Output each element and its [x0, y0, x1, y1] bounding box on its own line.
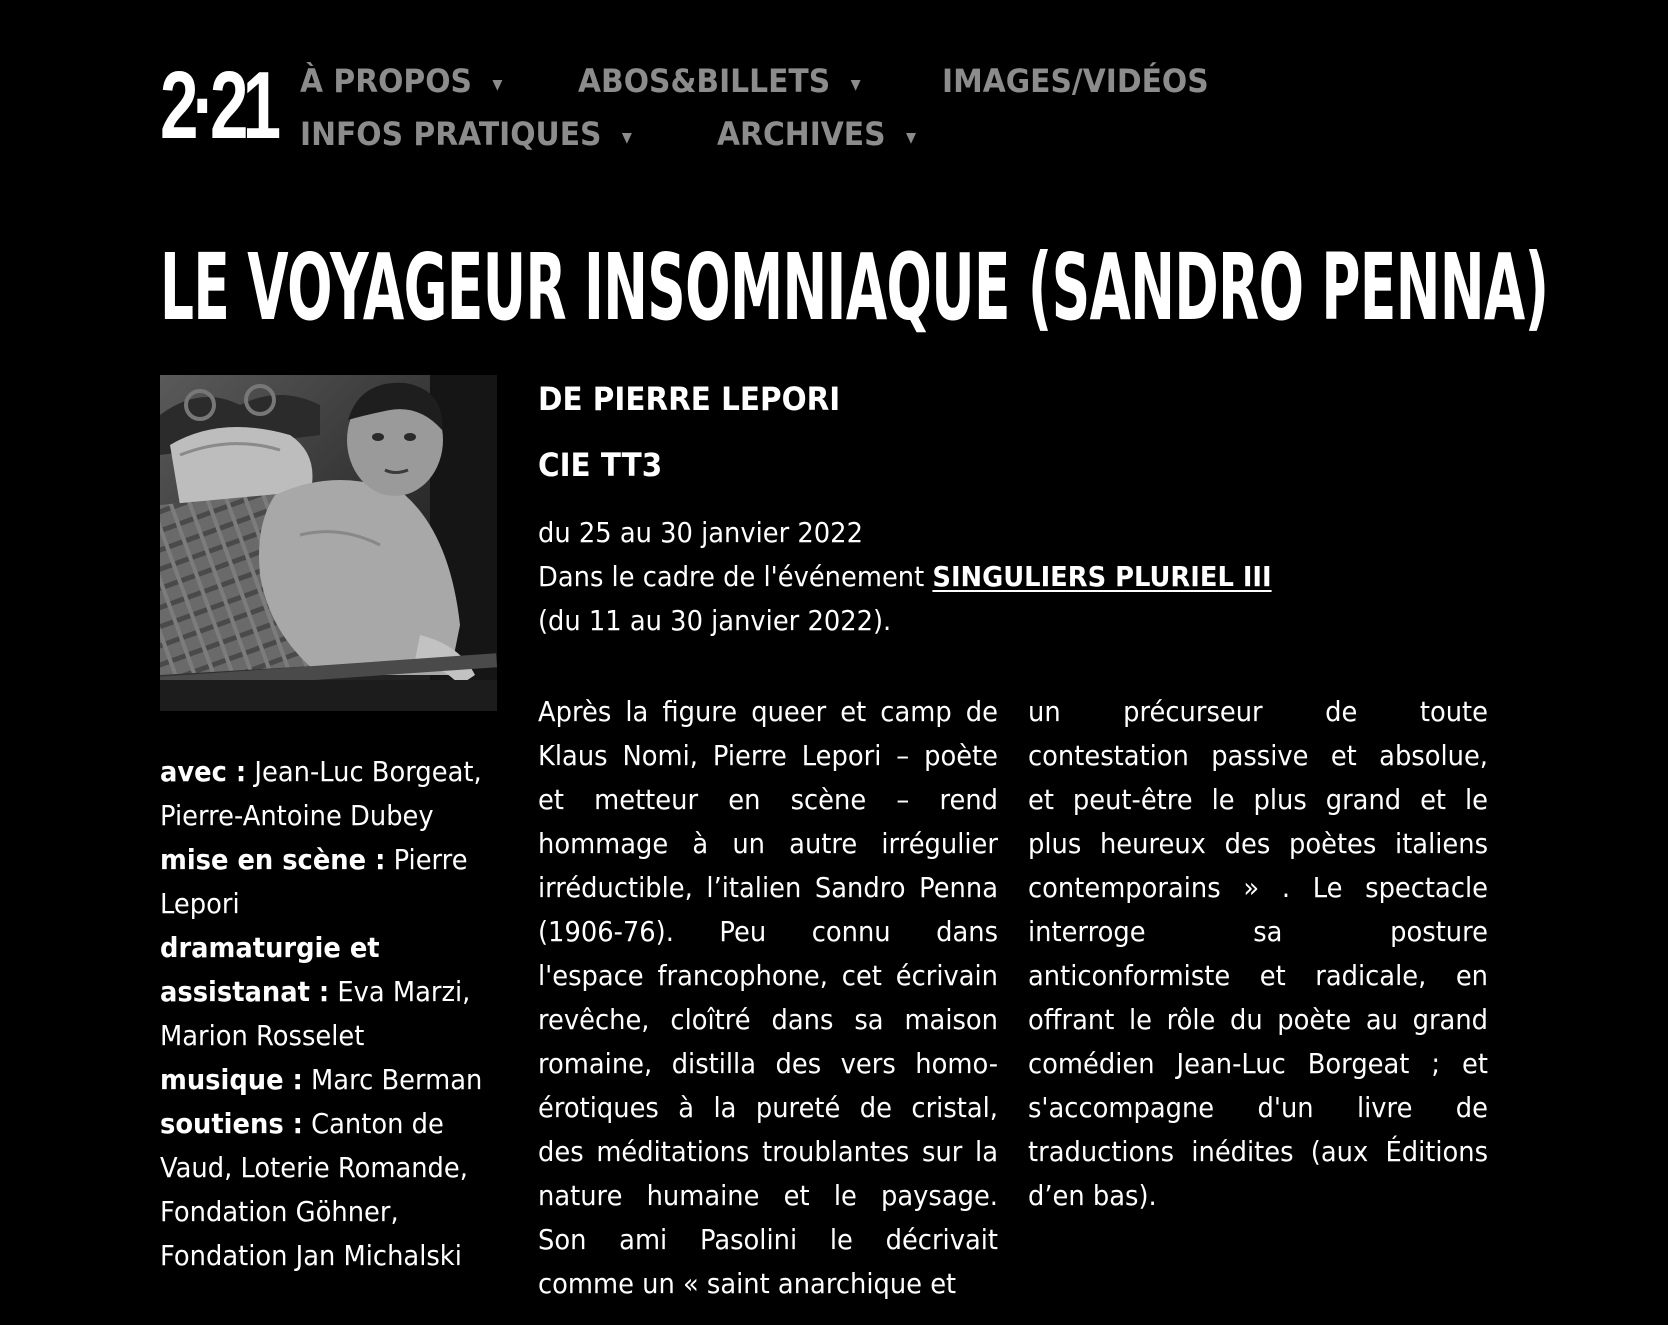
show-dates: du 25 au 30 janvier 2022 — [538, 516, 863, 549]
description-line: hommage à un autre irrégulier — [538, 827, 998, 860]
description-body — [538, 690, 1488, 1320]
credit-value: Jean-Luc Borgeat, — [246, 755, 482, 788]
show-info — [538, 375, 1488, 643]
nav-item-images-videos[interactable] — [942, 62, 1209, 100]
description-line: et metteur en scène – rend — [538, 783, 998, 816]
description-line: revêche, cloîtré dans sa maison — [538, 1003, 998, 1036]
nav-item-label: ABOS&BILLETS — [577, 61, 830, 100]
credit-label: assistanat : — [160, 975, 330, 1008]
credit-label: soutiens : — [160, 1107, 303, 1140]
main-nav — [300, 54, 1300, 160]
credit-value: Marc Berman — [302, 1063, 483, 1096]
nav-item-a-propos[interactable] — [300, 62, 502, 100]
nav-item-label: INFOS PRATIQUES — [300, 114, 602, 153]
credit-musique — [160, 1058, 483, 1102]
site-logo[interactable]: 2·21 — [160, 52, 276, 159]
credit-value: Pierre — [385, 843, 468, 876]
event-link[interactable]: SINGULIERS PLURIEL III — [932, 560, 1272, 593]
nav-item-archives[interactable] — [717, 115, 916, 153]
description-line: érotiques à la pureté de cristal, — [538, 1091, 998, 1124]
credit-value: Fondation Göhner, — [160, 1195, 399, 1228]
caret-down-icon: ▼ — [905, 129, 916, 146]
nav-item-label: IMAGES/VIDÉOS — [941, 61, 1209, 100]
credit-label: musique : — [160, 1063, 303, 1096]
nav-item-infos-pratiques[interactable] — [300, 115, 632, 153]
caret-down-icon: ▼ — [621, 129, 632, 146]
description-column-2 — [1028, 690, 1488, 1320]
description-line: d’en bas). — [1028, 1179, 1157, 1212]
description-line: irréductible, l’italien Sandro Penna — [538, 871, 998, 904]
description-line: anticonformiste et radicale, en — [1028, 959, 1488, 992]
description-line: nature humaine et le paysage. — [538, 1179, 998, 1212]
description-line: s'accompagne d'un livre de — [1028, 1091, 1488, 1124]
description-line: comme un « saint anarchique et — [538, 1267, 957, 1300]
credit-value: Vaud, Loterie Romande, — [160, 1151, 468, 1184]
credit-value: Lepori — [160, 887, 240, 920]
description-line: des méditations troublantes sur la — [538, 1135, 998, 1168]
description-line: interroge sa posture — [1028, 915, 1488, 948]
description-line: Son ami Pasolini le décrivait — [538, 1223, 998, 1256]
description-line: contemporains » . Le spectacle — [1028, 871, 1488, 904]
credits-list — [160, 750, 500, 1278]
portrait-photo — [160, 375, 497, 711]
credit-value: Fondation Jan Michalski — [160, 1239, 462, 1272]
credit-label: mise en scène : — [160, 843, 386, 876]
credit-value: Marion Rosselet — [160, 1019, 365, 1052]
description-line: comédien Jean-Luc Borgeat ; et — [1028, 1047, 1488, 1080]
company-heading: CIE TT3 — [538, 446, 663, 484]
credit-dramaturgie — [160, 970, 473, 1014]
credit-value: Canton de — [302, 1107, 444, 1140]
caret-down-icon: ▼ — [492, 76, 503, 93]
description-line: et peut-être le plus grand et le — [1028, 783, 1488, 816]
nav-item-label: À PROPOS — [300, 61, 472, 100]
credit-soutiens — [160, 1102, 473, 1146]
event-line — [538, 555, 1412, 599]
nav-row-2 — [300, 107, 1300, 160]
description-line: plus heureux des poètes italiens — [1028, 827, 1488, 860]
author-heading: DE PIERRE LEPORI — [538, 380, 841, 418]
description-line: un précurseur de toute — [1028, 695, 1488, 728]
credit-avec — [160, 750, 482, 794]
dates-block — [538, 511, 1488, 643]
description-line: romaine, distilla des vers homo- — [538, 1047, 998, 1080]
credit-label: avec : — [160, 755, 247, 788]
description-column-1 — [538, 690, 998, 1320]
description-line: (1906-76). Peu connu dans — [538, 915, 998, 948]
description-line: l'espace francophone, cet écrivain — [538, 959, 998, 992]
credit-mise-en-scene — [160, 838, 473, 882]
event-prefix: Dans le cadre de l'événement — [538, 560, 933, 593]
description-line: offrant le rôle du poète au grand — [1028, 1003, 1488, 1036]
description-line: traductions inédites (aux Éditions — [1028, 1135, 1488, 1168]
credit-label — [160, 926, 473, 970]
nav-row-1 — [300, 54, 1300, 107]
nav-item-abos-billets[interactable] — [578, 62, 861, 100]
credit-value: Pierre-Antoine Dubey — [160, 799, 434, 832]
credit-value: Eva Marzi, — [329, 975, 471, 1008]
page-title: LE VOYAGEUR INSOMNIAQUE (SANDRO PENNA) — [160, 234, 1549, 341]
event-dates: (du 11 au 30 janvier 2022). — [538, 604, 892, 637]
credit-label: dramaturgie et — [160, 931, 380, 964]
description-line: contestation passive et absolue, — [1028, 739, 1488, 772]
nav-item-label: ARCHIVES — [716, 114, 886, 153]
description-line: Klaus Nomi, Pierre Lepori – poète — [538, 739, 998, 772]
caret-down-icon: ▼ — [850, 76, 861, 93]
description-line: Après la figure queer et camp de — [538, 695, 998, 728]
